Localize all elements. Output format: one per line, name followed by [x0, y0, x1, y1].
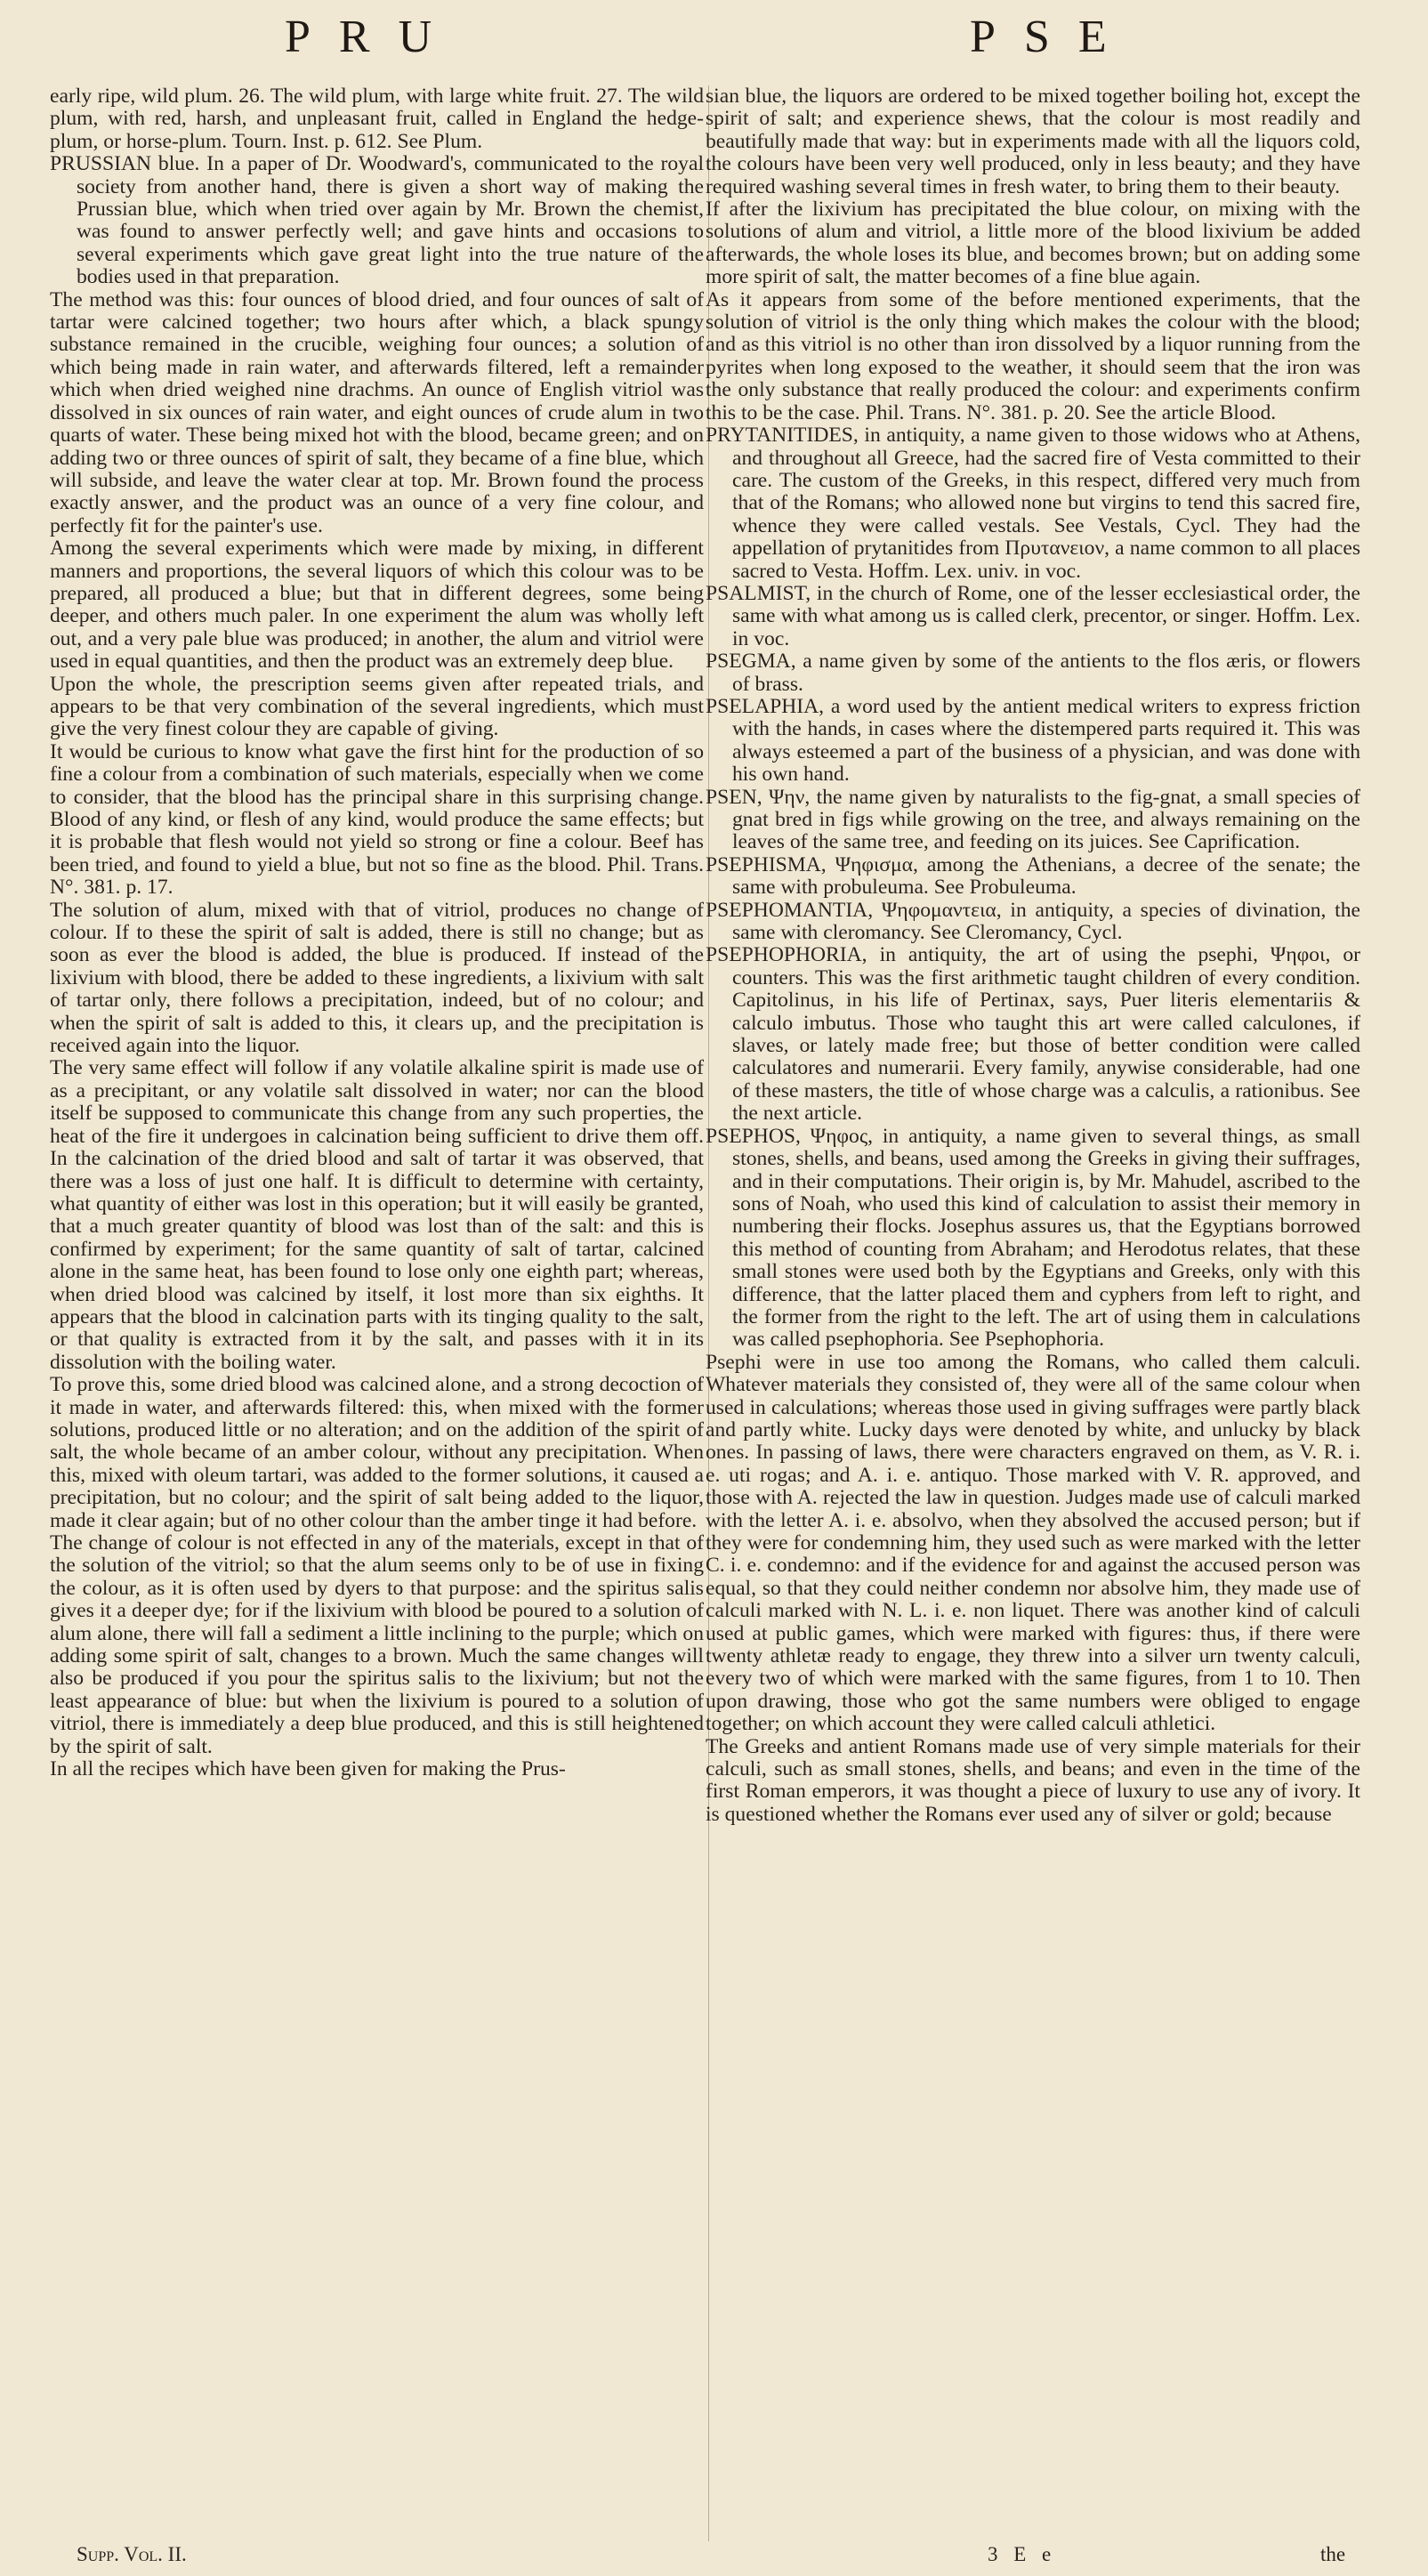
paragraph: To prove this, some dried blood was calcined alone, and a strong decoction of it made in water, and afterwards filtered: this, when mixed with the former solutions, produced little or no alteration; and on the addition of the spirit of salt, the whole became of an amber colour, without any precipitation. When this, mixed with oleum tartari, was added to the former solutions, it caused a precipitation, but no colour; and the spirit of salt being added to the liquor, made it clear again; but of no other colour than the amber tinge it had before.: [50, 1373, 704, 1532]
paragraph: Upon the whole, the prescription seems given after repeated trials, and appears to be that very combination of the several ingredients, which must give the very finest colour they are capable of giving.: [50, 672, 704, 741]
paragraph: It would be curious to know what gave the first hint for the production of so fine a colour from a combination of such materials, especially when we come to consider, that the blood has the principal share in this surprising change. Blood of any kind, or flesh of any kind, would produce the same effects; but it is probable that flesh would not yield so strong or fine a colour. Beef has been tried, and found to yield a blue, but not so fine as the blood. Phil. Trans. N°. 381. p. 17.: [50, 739, 704, 900]
entry-psephomantia: PSEPHOMANTIA, Ψηφομαντεια, in antiquity, a species of divination, the same with cleromancy. See Cleromancy, Cycl.: [706, 898, 1360, 945]
entry-psephisma: PSEPHISMA, Ψηφισμα, among the Athenians, a decree of the senate; the same with probuleuma. See Probuleuma.: [706, 852, 1360, 900]
entry-prytanitides: PRYTANITIDES, in antiquity, a name given to those widows who at Athens, and throughout all Greece, had the sacred fire of Vesta committed to their care. The custom of the Greeks, in this respect, differed very much from that of the Romans; who allowed none but virgins to tend this sacred fire, whence they were called vestals. See Vestals, Cycl. They had the appellation of prytanitides from Πρυτανειον, a name common to all places sacred to Vesta. Hoffm. Lex. univ. in voc.: [706, 424, 1360, 583]
entry-psegma: PSEGMA, a name given by some of the antients to the flos æris, or flowers of brass.: [706, 650, 1360, 696]
volume-footer: Supp. Vol. II.: [77, 2543, 187, 2565]
paragraph: If after the lixivium has precipitated the blue colour, on mixing with the solutions of alum and vitriol, a little more of the blood lixivium be added afterwards, the whole loses its blue, and becomes brown; but on adding some more spirit of salt, the matter becomes of a fine blue again.: [706, 198, 1360, 289]
paragraph: The Greeks and antient Romans made use of very simple materials for their calculi, such as small stones, shells, and beans; and even in the time of the first Roman emperors, it was thought a piece of luxury to use any of ivory. It is questioned whether the Romans ever used any of silver or gold; because: [706, 1734, 1360, 1826]
entry-psephophoria: PSEPHOPHORIA, in antiquity, the art of using the psephi, Ψηφοι, or counters. This was the first arithmetic taught children of every condition. Capitolinus, in his life of Pertinax, says, Puer literis elementariis & calculo imbutus. Those who taught this art were called calculones, if slaves, or lately made free; but those of better condition were called calculatores and numerarii. Every family, anywise considerable, had one of these masters, the title of whose charge was a calculis, a rationibus. See the next article.: [706, 943, 1360, 1126]
entry-psen: PSEN, Ψην, the name given by naturalists to the fig-gnat, a small species of gnat bred in figs while growing on the tree, and always remaining on the leaves of the same tree, and feeding on its juices. See Caprification.: [706, 785, 1360, 854]
paragraph: Psephi were in use too among the Romans, who called them calculi. Whatever materials they consisted of, they were all of the same colour when used in calculations; whereas those used in giving suffrages were partly black and partly white. Lucky days were denoted by white, and unlucky by black ones. In passing of laws, there were characters engraved on them, as V. R. i. e. uti rogas; and A. i. e. antiquo. Those marked with V. R. approved, and those with A. rejected the law in question. Judges made use of calculi marked with the letter A. i. e. absolvo, when they absolved the accused person; but if they were for condemning him, they used such as were marked with the letter C. i. e. condemno: and if the evidence for and against the accused person was equal, so that they could neither condemn nor absolve him, they made use of calculi marked with N. L. i. e. non liquet. There was another kind of calculi used at public games, which were marked with figures: thus, if there were twenty athletæ ready to engage, they threw into a silver urn twenty calculi, every two of which were marked with the same figures, from 1 to 10. Then upon drawing, those who got the same numbers were obliged to engage together; on which account they were called calculi athletici.: [706, 1350, 1360, 1736]
paragraph: In all the recipes which have been given for making the Prus-: [50, 1757, 566, 1781]
paragraph: The very same effect will follow if any volatile alkaline spirit is made use of as a precipitant, or any volatile salt dissolved in water; nor can the blood itself be supposed to communicate this change from any such properties, the heat of the fire it undergoes in calcination being sufficient to drive them off. In the calcination of the dried blood and salt of tartar it was observed, that there was a loss of just one half. It is difficult to determine with certainty, what quantity of either was lost in this operation; but it will easily be granted, that a much greater quantity of blood was lost than of the salt: and this is confirmed by experiment; for the same quantity of salt of tartar, calcined alone in the same heat, has been found to lose only one eighth part; whereas, when dried blood was calcined by itself, it lost more than six eighths. It appears that the blood in calcination parts with its tinging quality to the salt, or that quality is extracted from it by the salt, and passes with it in its dissolution with the boiling water.: [50, 1056, 704, 1374]
entry-psephos: PSEPHOS, Ψηφος, in antiquity, a name given to several things, as small stones, shells, and beans, used among the Greeks in giving their suffrages, and in their computations. Their origin is, by Mr. Mahudel, ascribed to the sons of Noah, who used this kind of calculation to assist their memory in numbering their flocks. Josephus assures us, that the Egyptians borrowed this method of counting from Abraham; and Herodotus relates, that these small stones were used both by the Egyptians and Greeks, only with this difference, that the latter placed them and cyphers from left to right, and the former from the right to the left. The art of using them in calculations was called psephophoria. See Psephophoria.: [706, 1124, 1360, 1352]
paragraph: early ripe, wild plum. 26. The wild plum, with large white fruit. 27. The wild plum, with red, harsh, and unpleasant fruit, called in England the hedge-plum, or horse-plum. Tourn. Inst. p. 612. See Plum.: [50, 85, 704, 153]
paragraph: The change of colour is not effected in any of the materials, except in that of the solution of the vitriol; so that the alum seems only to be of use in fixing the colour, as it is often used by dyers to that purpose: and the spiritus salis gives it a deeper dye; for if the lixivium with blood be poured to a solution of alum alone, there will fall a sediment a little inclining to the purple; which on adding some spirit of salt, changes to a brown. Much the same changes will also be produced if you pour the spiritus salis to the lixivium; but not the least appearance of blue: but when the lixivium is poured to a solution of vitriol, there is immediately a deep blue produced, and this is still heightened by the spirit of salt.: [50, 1531, 704, 1758]
entry-prussian-blue: PRUSSIAN blue. In a paper of Dr. Woodward's, communicated to the royal society from another hand, there is given a short way of making the Prussian blue, which when tried over again by Mr. Brown the chemist, was found to answer perfectly well; and gave hints and occasions to several experiments which gave great light into the true nature of the bodies used in that preparation.: [50, 152, 704, 289]
paragraph: As it appears from some of the before mentioned experiments, that the solution of vitriol is the only thing which makes the colour with the blood; and as this vitriol is no other than iron dissolved by a liquor running from the pyrites when long exposed to the weather, it should seem that the iron was the only substance that really produced the colour: and experiments confirm this to be the case. Phil. Trans. N°. 381. p. 20. See the article Blood.: [706, 287, 1360, 424]
paragraph: sian blue, the liquors are ordered to be mixed together boiling hot, except the spirit of salt; and experience shews, that the colour is most readily and beautifully made that way: but in experiments made with all the liquors cold, the colours have been very well produced, only in less beauty; and they have required washing several times in fresh water, to bring them to their beauty.: [706, 85, 1360, 198]
paragraph: Among the several experiments which were made by mixing, in different manners and proportions, the several liquors of which this colour was to be prepared, all produced a blue; but that in different degrees, some being deeper, and others much paler. In one experiment the alum was wholly left out, and a very pale blue was produced; in another, the alum and vitriol were used in equal quantities, and then the product was an extremely deep blue.: [50, 537, 704, 674]
running-head-right: PSE: [970, 12, 1135, 62]
signature-mark: 3 E e: [988, 2543, 1057, 2565]
catchword: the: [1320, 2543, 1346, 2565]
entry-psalmist: PSALMIST, in the church of Rome, one of the lesser ecclesiastical order, the same with what among us is called clerk, precentor, or singer. Hoffm. Lex. in voc.: [706, 581, 1360, 650]
left-column: [50, 85, 704, 1781]
running-head-left: PRU: [285, 12, 461, 62]
paragraph: The solution of alum, mixed with that of vitriol, produces no change of colour. If to these the spirit of salt is added, there is still no change; but as soon as ever the blood is added, the blue is produced. If instead of the lixivium with blood, there be added to these ingredients, a lixivium with salt of tartar only, there follows a precipitation, indeed, but of no colour; and when the spirit of salt is added to this, it clears up, and the precipitation is received again into the liquor.: [50, 898, 704, 1058]
paragraph: The method was this: four ounces of blood dried, and four ounces of salt of tartar were calcined together; two hours after which, a black spungy substance remained in the crucible, weighing four ounces; a solution of which being made in rain water, and afterwards filtered, left a remainder which when dried weighed nine drachms. An ounce of English vitriol was dissolved in six ounces of rain water, and eight ounces of crude alum in two quarts of water. These being mixed hot with the blood, became green; and on adding two or three ounces of spirit of salt, they became of a fine blue, which will subside, and leave the water clear at top. Mr. Brown found the process exactly answer, and the product was an ounce of a very fine colour, and perfectly fit for the painter's use.: [50, 287, 704, 537]
right-column: [706, 85, 1360, 1826]
entry-pselaphia: PSELAPHIA, a word used by the antient medical writers to express friction with the hands, in cases where the distempered parts required it. This was always esteemed a part of the business of a physician, and was done with his own hand.: [706, 694, 1360, 787]
